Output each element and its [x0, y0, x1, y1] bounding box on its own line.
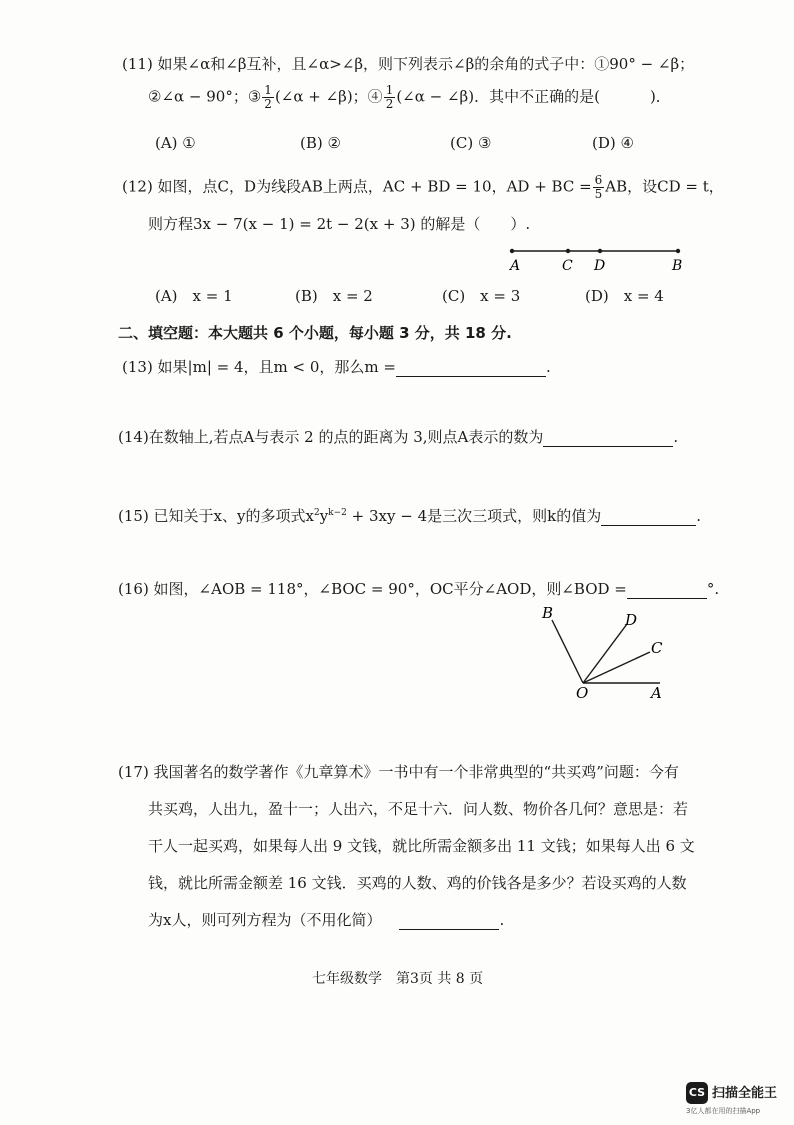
- q11-frac-2-num: 1: [385, 83, 394, 97]
- q15-exp2: k−2: [328, 508, 347, 518]
- q12-line1b: AB，设CD = t，: [605, 177, 724, 196]
- camscanner-logo-icon: CS: [686, 1082, 708, 1104]
- label-o: O: [576, 684, 589, 702]
- q11-frac-2-den: 2: [385, 97, 394, 111]
- q11-frac-2: [384, 84, 396, 111]
- q11-line2d: )．: [649, 87, 671, 106]
- q17-line1: (17) 我国著名的数学著作《九章算术》一书中有一个非常典型的“共买鸡”问题：今有: [118, 763, 679, 781]
- q13-end: .: [545, 358, 551, 376]
- label-d: D: [625, 611, 638, 629]
- label-a: A: [510, 258, 521, 274]
- ray-ob: [552, 620, 583, 683]
- q14: [118, 427, 678, 447]
- q11-line2b: (∠α + ∠β)；④: [274, 87, 383, 106]
- label-d: D: [594, 258, 606, 274]
- label-b: B: [542, 604, 554, 622]
- label-c: C: [562, 258, 573, 274]
- q11-option-b: (B) ②: [300, 134, 341, 152]
- q12-line2: 则方程3x − 7(x − 1) = 2t − 2(x + 3) 的解是（ ）.: [148, 215, 531, 233]
- q11-line1: (11) 如果∠α和∠β互补，且∠α>∠β，则下列表示∠β的余角的式子中：①90° − ∠β；: [122, 55, 695, 73]
- q11-frac-1-den: 2: [264, 97, 272, 111]
- q15-text-b: y: [319, 507, 329, 525]
- q16-end: °.: [706, 580, 720, 598]
- q12-frac: [593, 174, 605, 201]
- q14-end: .: [673, 428, 679, 446]
- q11-line2a: ②∠α − 90°；③: [148, 87, 262, 106]
- q15-answer-blank[interactable]: [601, 509, 696, 526]
- q15-text-a: (15) 已知关于x、y的多项式x: [118, 507, 314, 525]
- q11-line2: [148, 84, 671, 111]
- label-c: C: [651, 639, 663, 657]
- point-c-dot: [566, 249, 570, 253]
- q13: [122, 357, 551, 377]
- ray-od: [583, 624, 627, 683]
- q12-option-c: (C) x = 3: [442, 287, 521, 305]
- q16-text: (16) 如图，∠AOB = 118°，∠BOC = 90°，OC平分∠AOD，则∠BOD =: [118, 580, 627, 598]
- q11-option-a: (A) ①: [155, 134, 196, 152]
- q17-line2: 共买鸡，人出九，盈十一；人出六，不足十六．问人数、物价各几何？意思是：若: [148, 800, 689, 818]
- section-2-title: 二、填空题：本大题共 6 个小题，每小题 3 分，共 18 分.: [118, 324, 512, 342]
- q12-line1: [122, 174, 724, 201]
- q17-line4: 钱，就比所需金额差 16 文钱．买鸡的人数、鸡的价钱各是多少？若设买鸡的人数: [148, 874, 687, 892]
- q15: [118, 503, 701, 526]
- q11-frac-1: [262, 84, 274, 111]
- q17-answer-blank[interactable]: [399, 913, 499, 930]
- q17-end: .: [499, 911, 505, 929]
- q12-option-b: (B) x = 2: [295, 287, 373, 305]
- q13-text: (13) 如果|m| = 4，且m < 0，那么m =: [122, 358, 396, 376]
- point-a-dot: [510, 249, 514, 253]
- q11-option-c: (C) ③: [450, 134, 492, 152]
- q11-option-d: (D) ④: [592, 134, 634, 152]
- q15-end: .: [696, 507, 702, 525]
- q12-frac-den: 5: [594, 187, 603, 201]
- label-b: B: [672, 258, 683, 274]
- q12-frac-num: 6: [594, 173, 603, 187]
- q12-option-a: (A) x = 1: [155, 287, 233, 305]
- q14-text: (14)在数轴上,若点A与表示 2 的点的距离为 3,则点A表示的数为: [118, 428, 544, 446]
- q12-line1a: (12) 如图，点C，D为线段AB上两点，AC + BD = 10，AD + BC =: [122, 177, 592, 196]
- ray-oc: [583, 652, 650, 683]
- label-a: A: [651, 684, 662, 702]
- q11-line2c: (∠α − ∠β)．其中不正确的是(: [396, 87, 600, 106]
- q12-segment-figure: [500, 240, 700, 274]
- camscanner-tagline: 3亿人都在用的扫描App: [686, 1107, 761, 1115]
- point-b-dot: [676, 249, 680, 253]
- camscanner-name: 扫描全能王: [712, 1086, 778, 1101]
- q17-last-line: 为x人，则可列方程为（不用化简）: [148, 911, 382, 929]
- q15-text-c: + 3xy − 4是三次三项式，则k的值为: [346, 507, 602, 525]
- q16-answer-blank[interactable]: [627, 582, 707, 599]
- q12-option-d: (D) x = 4: [585, 287, 664, 305]
- q16-angle-figure: [530, 598, 680, 703]
- page-footer: 七年级数学 第3页 共 8 页: [312, 971, 484, 987]
- point-d-dot: [598, 249, 602, 253]
- q16: [118, 579, 719, 599]
- q11-frac-1-num: 1: [264, 83, 272, 97]
- q13-answer-blank[interactable]: [396, 360, 546, 377]
- q15-exp1: 2: [313, 508, 320, 518]
- q17-line5: [148, 910, 504, 930]
- q17-line3: 干人一起买鸡，如果每人出 9 文钱，就比所需金额多出 11 文钱；如果每人出 6 文: [148, 837, 695, 855]
- q14-answer-blank[interactable]: [543, 430, 673, 447]
